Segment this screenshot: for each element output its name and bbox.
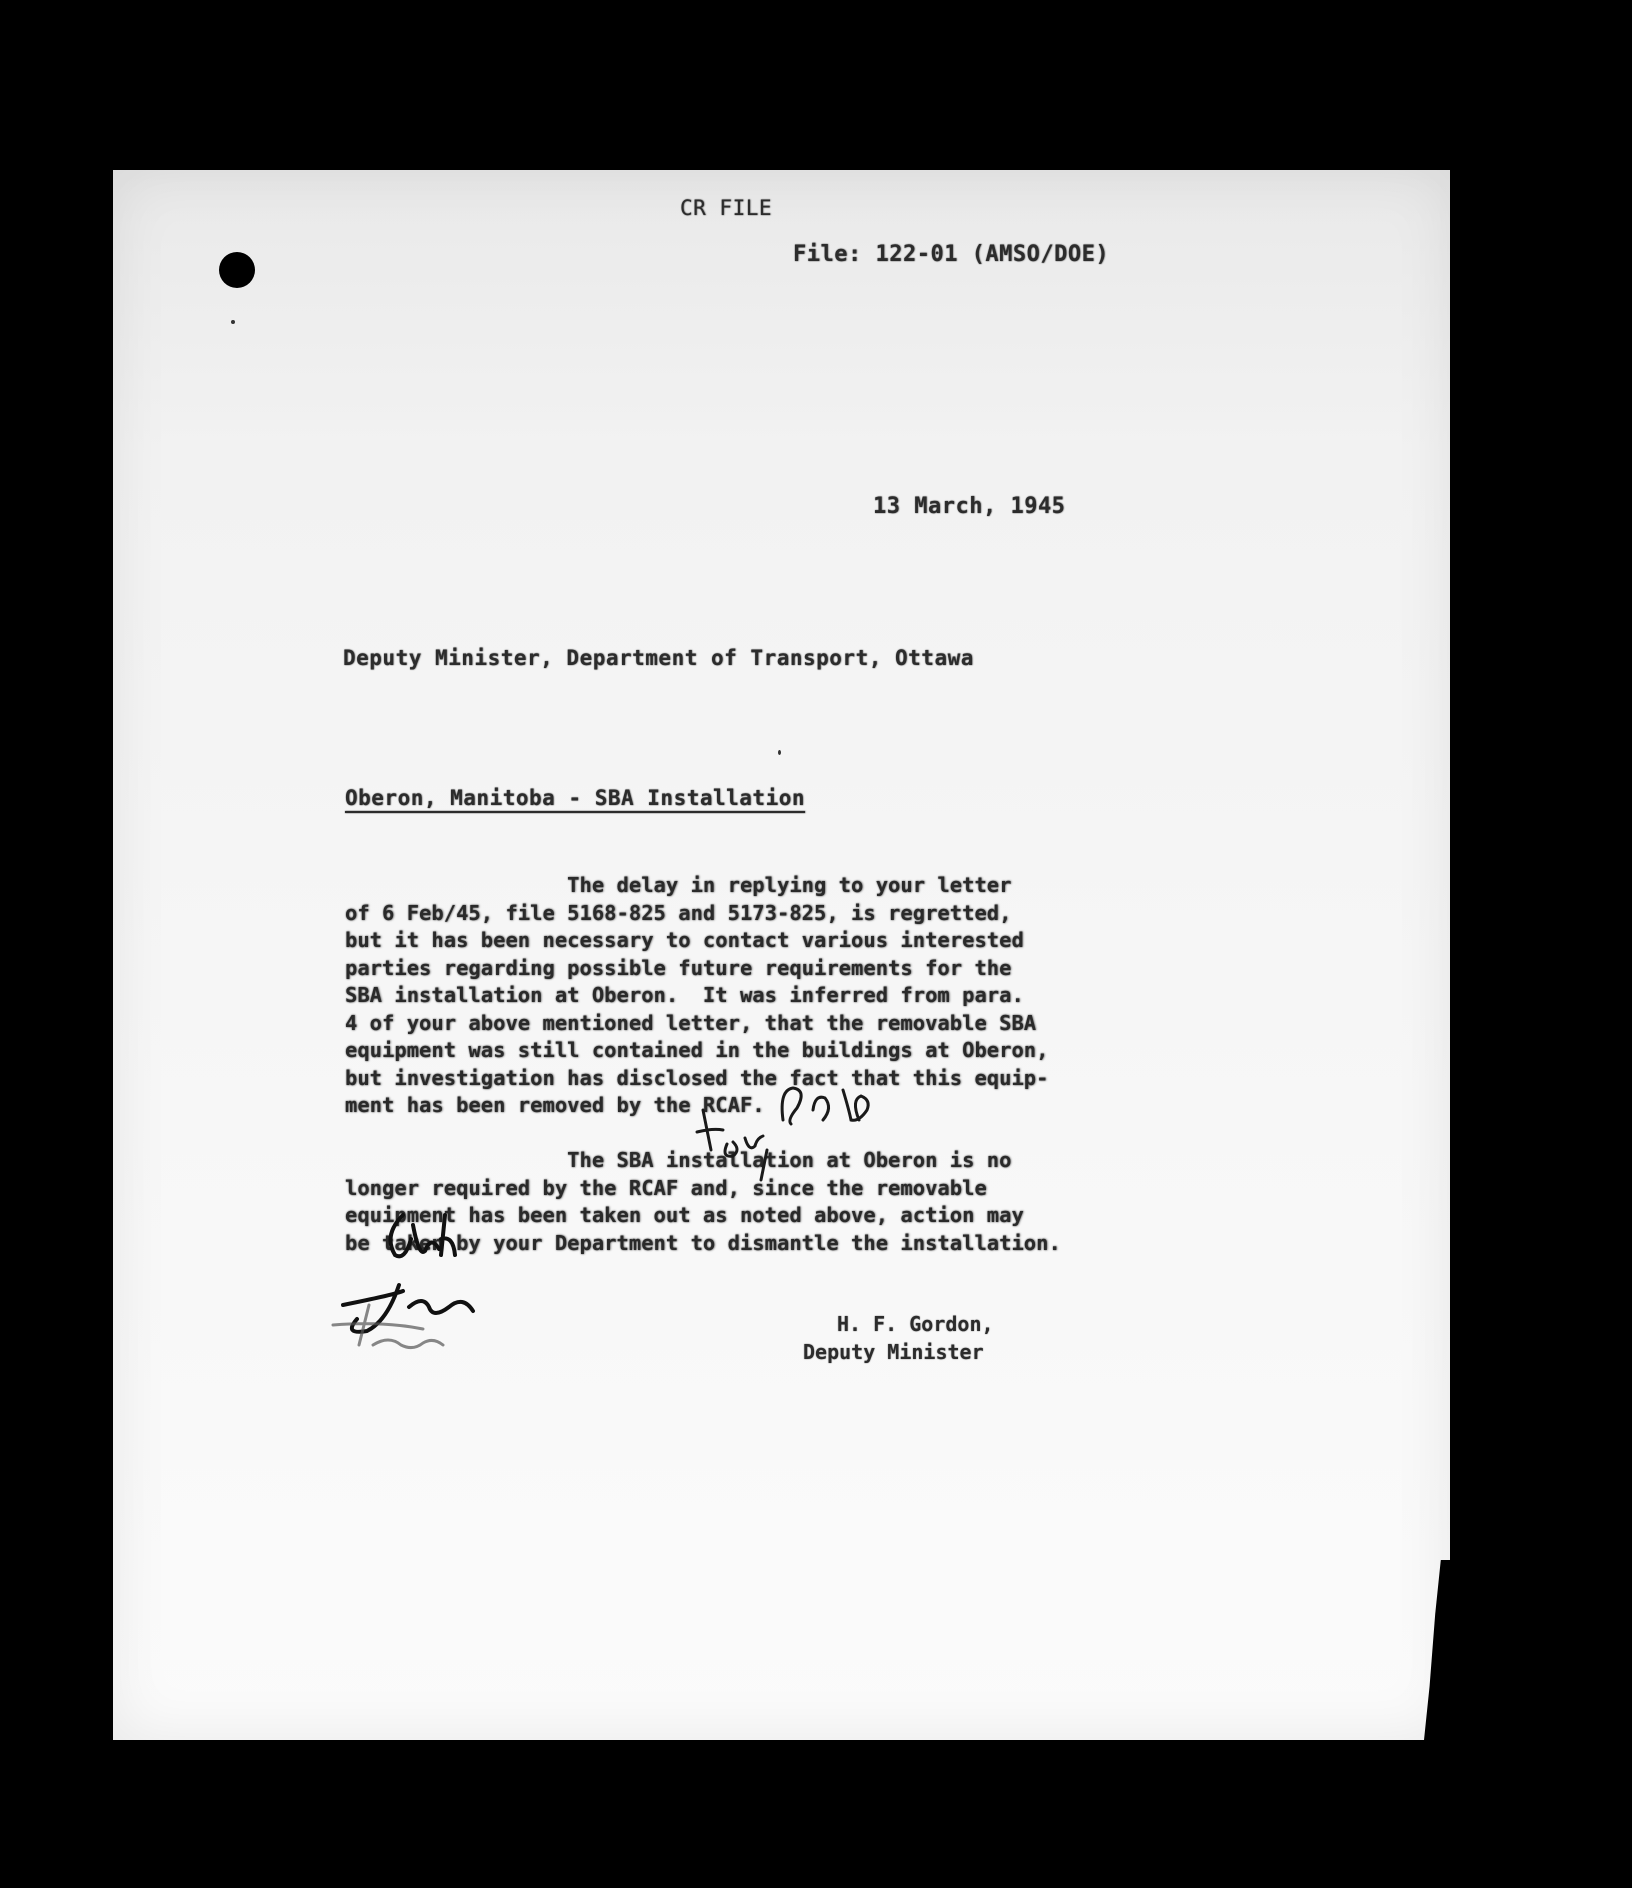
punch-hole — [219, 252, 255, 288]
letter-date: 13 March, 1945 — [873, 494, 1066, 519]
signature-block — [803, 1310, 994, 1366]
recipient-line: Deputy Minister, Department of Transport, Ottawa — [343, 646, 974, 670]
cr-file-heading: CR FILE — [680, 196, 773, 220]
document-page — [113, 170, 1450, 1740]
body-paragraph-1: The delay in replying to your letter of 6 Feb/45, file 5168-825 and 5173-825, is regretted, but it has been necessary to contact various interested parties regarding possible future requirements for the SBA installation at Oberon. It was inferred from para. 4 of your above mentioned letter, that the removable SBA equipment was still contained in the buildings at Oberon, but investigation has disclosed the fact that this equip- ment has been removed by the RCAF. — [345, 873, 1049, 1117]
handwritten-signature — [683, 1080, 943, 1210]
subject-line: Oberon, Manitoba - SBA Installation — [345, 786, 806, 810]
speck — [231, 320, 235, 324]
signatory-title: Deputy Minister — [803, 1340, 984, 1364]
body-paragraph-2: The SBA installation at Oberon is no longer required by the RCAF and, since the removable equipment has been taken out as noted above, action may be taken by your Department to dismantle the installation. — [345, 1148, 1061, 1255]
signatory-name: H. F. Gordon, — [837, 1312, 994, 1336]
handwritten-initials — [313, 1195, 513, 1395]
speck — [778, 750, 781, 755]
file-reference: File: 122-01 (AMSO/DOE) — [793, 242, 1110, 267]
